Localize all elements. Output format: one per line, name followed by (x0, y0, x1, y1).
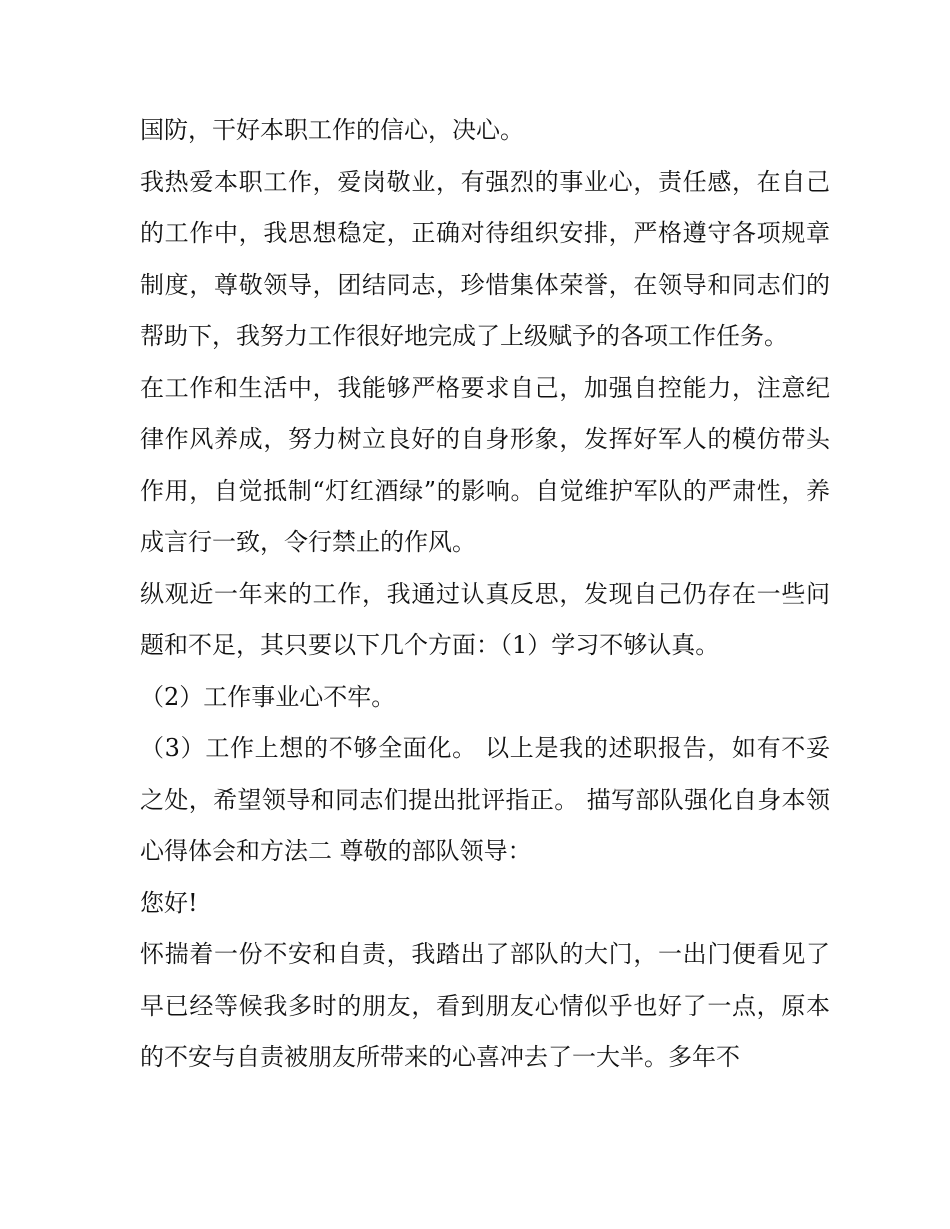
paragraph-4: 纵观近一年来的工作，我通过认真反思，发现自己仍存在一些问题和不足，其只要以下几个方面：（1）学习不够认真。 (140, 579, 830, 659)
paragraph-6: （3）工作上想的不够全面化。 以上是我的述职报告，如有不妥之处，希望领导和同志们提出批评指正。 描写部队强化自身本领心得体会和方法二 尊敬的部队领导： (140, 734, 830, 865)
paragraph-2: 我热爱本职工作，爱岗敬业，有强烈的事业心，责任感，在自己的工作中，我思想稳定，正确对待组织安排，严格遵守各项规章制度，尊敬领导，团结同志，珍惜集体荣誉，在领导和同志们的帮助下，我努力工作很好地完成了上级赋予的各项工作任务。 (140, 167, 830, 350)
paragraph-8: 怀揣着一份不安和自责，我踏出了部队的大门，一出门便看见了早已经等候我多时的朋友，看到朋友心情似乎也好了一点，原本的不安与自责被朋友所带来的心喜冲去了一大半。多年不 (140, 940, 830, 1071)
paragraph-1: 国防，干好本职工作的信心，决心。 (140, 116, 524, 144)
paragraph-5: （2）工作事业心不牢。 (140, 682, 396, 711)
paragraph-3: 在工作和生活中，我能够严格要求自己，加强自控能力，注意纪律作风养成，努力树立良好的自身形象，发挥好军人的模仿带头作用，自觉抵制“灯红酒绿”的影响。自觉维护军队的严肃性，养成言行一致，令行禁止的作风。 (140, 373, 830, 556)
document-body (140, 105, 830, 1084)
paragraph-7: 您好! (140, 888, 198, 917)
